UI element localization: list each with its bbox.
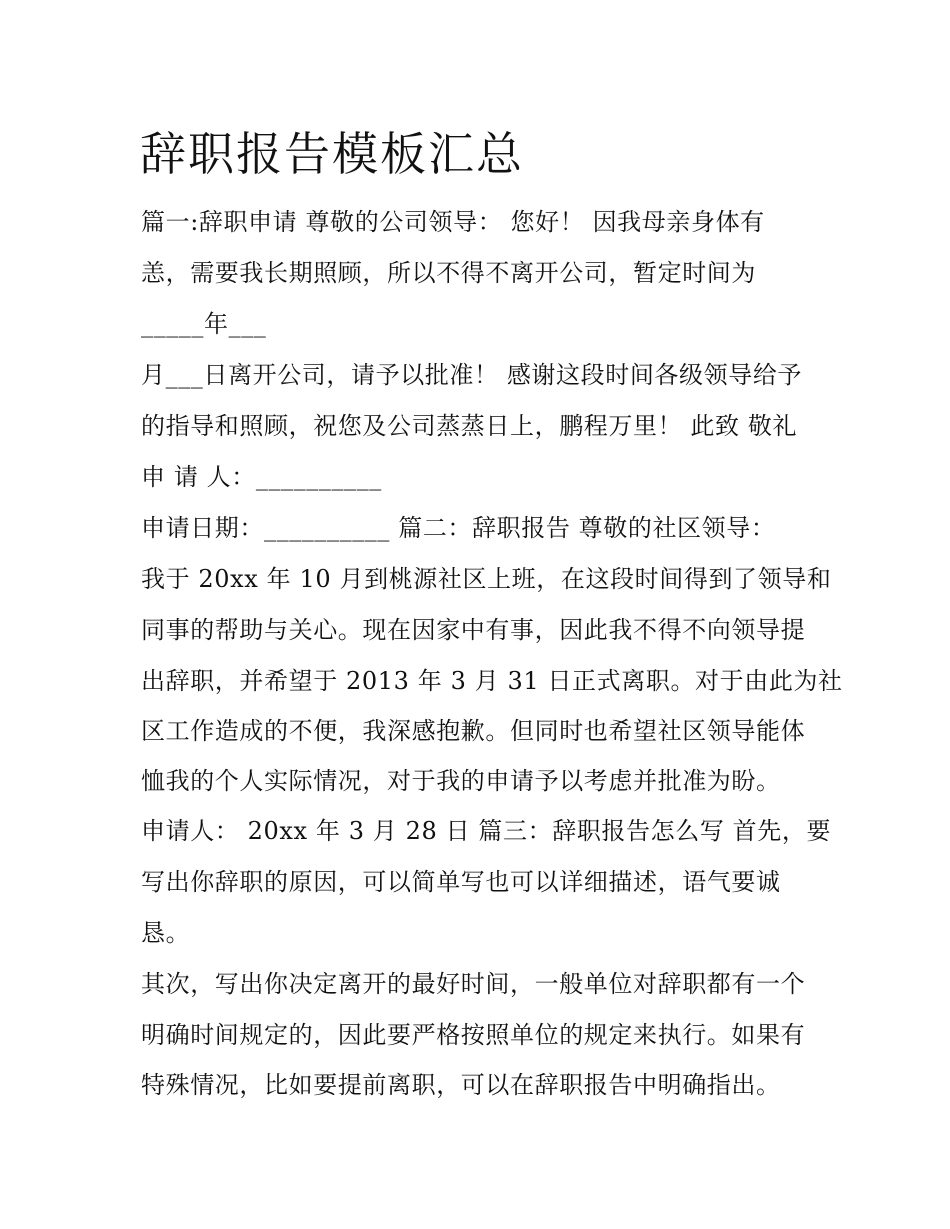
body-line: 的指导和照顾，祝您及公司蒸蒸日上，鹏程万里！ 此致 敬礼 [141,412,798,440]
body-line: 区工作造成的不便，我深感抱歉。但同时也希望社区领导能体 [141,717,806,745]
body-line: 申请日期：__________ 篇二：辞职报告 尊敬的社区领导： [141,514,776,542]
body-line: 申 请 人：__________ [141,463,382,491]
body-line: 特殊情况，比如要提前离职，可以在辞职报告中明确指出。 [141,1071,781,1099]
body-line: 其次，写出你决定离开的最好时间，一般单位对辞职都有一个 [141,970,806,998]
body-line: 月___日离开公司，请予以批准！ 感谢这段时间各级领导给予 [141,361,803,389]
body-line: 恤我的个人实际情况，对于我的申请予以考虑并批准为盼。 [141,767,781,795]
body-line: _____年___ [141,310,267,338]
body-line: 同事的帮助与关心。现在因家中有事，因此我不得不向领导提 [141,616,806,644]
body-line: 写出你辞职的原因，可以简单写也可以详细描述，语气要诚 [141,868,781,896]
body-line: 篇一:辞职申请 尊敬的公司领导： 您好！ 因我母亲身体有 [141,208,765,236]
body-line: 申请人： 20xx 年 3 月 28 日 篇三：辞职报告怎么写 首先，要 [141,817,832,845]
document-title: 辞职报告模板汇总 [140,127,524,181]
body-line: 我于 20xx 年 10 月到桃源社区上班，在这段时间得到了领导和 [141,565,832,593]
body-line: 恙，需要我长期照顾，所以不得不离开公司，暂定时间为 [141,259,756,287]
body-line: 出辞职，并希望于 2013 年 3 月 31 日正式离职。对于由此为社 [141,667,843,695]
body-line: 恳。 [141,919,191,947]
body-line: 明确时间规定的，因此要严格按照单位的规定来执行。如果有 [141,1021,806,1049]
